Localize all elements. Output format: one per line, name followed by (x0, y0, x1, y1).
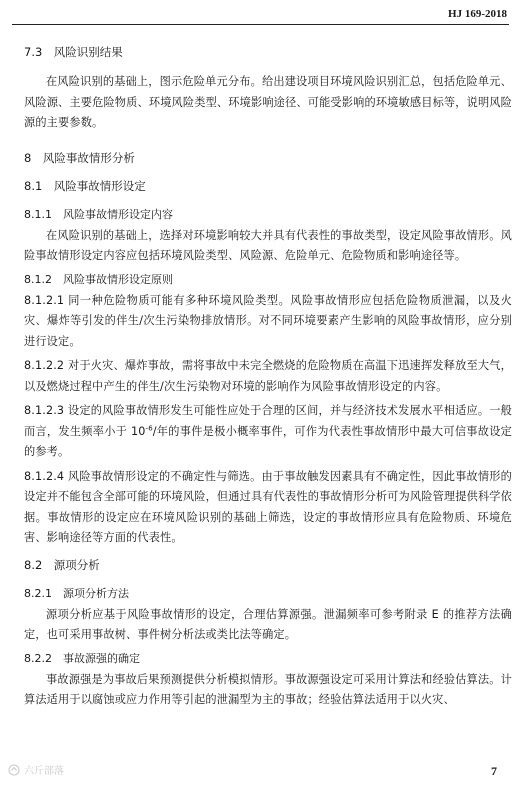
heading-8-2-2: 8.2.2 事故源强的确定 (24, 651, 140, 665)
paragraph-8-1-1: 在风险识别的基础上，选择对环境影响较大并具有代表性的事故类型，设定风险事故情形。风险事故情形设定内容应包括环境风险类型、风险源、危险单元、危险物质和影响途径等。 (24, 228, 512, 262)
exponent: -6 (145, 423, 153, 432)
paragraph-8-2-2: 事故源强是为事故后果预测提供分析模拟情形。事故源强设定可采用计算法和经验估算法。计算法适用于以腐蚀或应力作用等引起的泄漏型为主的事故；经验估算法适用于以火灾、 (24, 672, 512, 706)
heading-8-1: 8.1 风险事故情形设定 (24, 178, 146, 193)
heading-8-1-2: 8.1.2 风险事故情形设定原则 (24, 272, 173, 286)
watermark-logo-icon (8, 764, 20, 776)
paragraph-8-1-2-3 (24, 401, 512, 463)
paragraph-8-1-2-3-pre: 8.1.2.3 设定的风险事故情形发生可能性应处于合理的区间，并与经济技术发展水平相适应。一般而言，发生频率小于 10 (24, 404, 512, 438)
heading-8: 8 风险事故情形分析 (24, 150, 135, 165)
heading-8-2-1: 8.2.1 源项分析方法 (24, 586, 129, 600)
paragraph-8-1-2-3-post: /年的事件是极小概率事件，可作为代表性事故情形中最大可信事故设定的参考。 (24, 424, 512, 458)
header-rule (12, 24, 509, 25)
paragraph-8-1-2-1: 8.1.2.1 同一种危险物质可能有多种环境风险类型。风险事故情形应包括危险物质泄漏，以及火灾、爆炸等引发的伴生/次生污染物排放情形。对不同环境要素产生影响的风险事故情形，应分别进行设定。 (24, 293, 512, 348)
document-code: HJ 169-2018 (448, 8, 507, 20)
heading-8-2: 8.2 源项分析 (24, 557, 100, 572)
heading-7-3: 7.3 风险识别结果 (24, 45, 123, 59)
paragraph-8-1-2-2: 8.1.2.2 对于火灾、爆炸事故，需将事故中未完全燃烧的危险物质在高温下迅速挥发释放至大气，以及燃烧过程中产生的伴生/次生污染物对环境的影响作为风险事故情形设定的内容。 (24, 359, 512, 393)
paragraph-8-1-2-4: 8.1.2.4 风险事故情形设定的不确定性与筛选。由于事故触发因素具有不确定性，因此事故情形的设定并不能包含全部可能的环境风险，但通过具有代表性的事故情形分析可为风险管理提供科学依据。事故情形的设定应在环境风险识别的基础上筛选，设定的事故情形应具有危险物质、环境危害、影响途径等方面的代表性。 (24, 469, 512, 544)
paragraph-8-2-1: 源项分析应基于风险事故情形的设定，合理估算源强。泄漏频率可参考附录 E 的推荐方法确定，也可采用事故树、事件树分析法或类比法等确定。 (24, 607, 512, 641)
page-content (24, 44, 512, 711)
watermark (8, 762, 64, 777)
heading-8-1-1: 8.1.1 风险事故情形设定内容 (24, 207, 173, 221)
page-number: 7 (491, 764, 497, 778)
paragraph-7-3: 在风险识别的基础上，图示危险单元分布。给出建设项目环境风险识别汇总，包括危险单元、风险源、主要危险物质、环境风险类型、环境影响途径、可能受影响的环境敏感目标等，说明风险源的主要参数。 (24, 75, 512, 129)
watermark-text: 六斤部落 (24, 766, 64, 777)
